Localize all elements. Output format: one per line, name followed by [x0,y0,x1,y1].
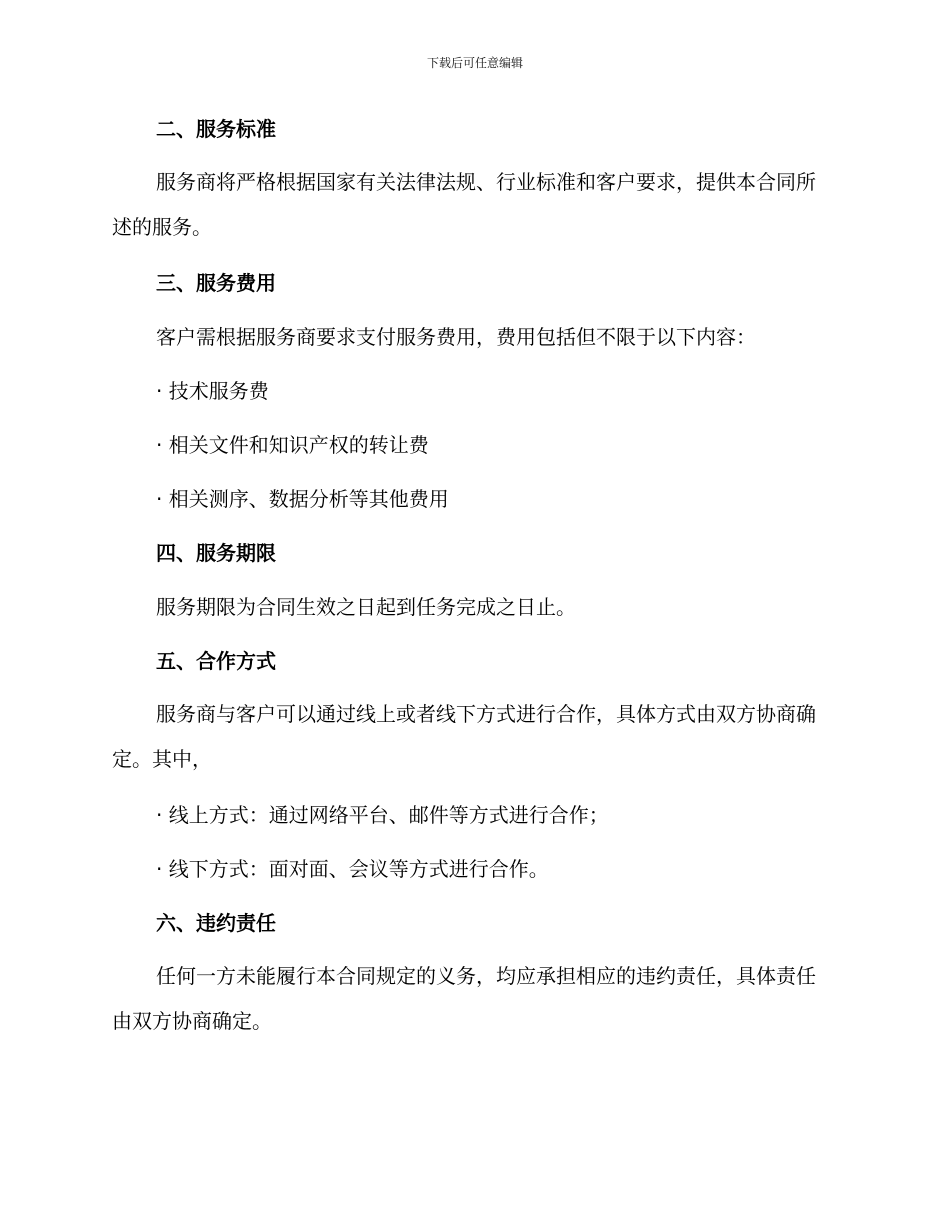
section-intro-service-fees: 客户需根据服务商要求支付服务费用，费用包括但不限于以下内容： [156,325,756,349]
list-item: · 相关文件和知识产权的转让费 [156,433,429,457]
section-heading-service-term: 四、服务期限 [156,541,276,565]
section-heading-cooperation: 五、合作方式 [156,649,276,673]
list-item: · 技术服务费 [156,379,269,403]
list-item: · 线下方式：面对面、会议等方式进行合作。 [156,857,549,881]
list-item: · 相关测序、数据分析等其他费用 [156,487,449,511]
section-paragraph-service-standard: 服务商将严格根据国家有关法律法规、行业标准和客户要求，提供本合同所述的服务。 [112,170,816,239]
section-paragraph-liability: 任何一方未能履行本合同规定的义务，均应承担相应的违约责任，具体责任由双方协商确定。 [112,964,816,1033]
section-heading-service-fees: 三、服务费用 [156,271,276,295]
section-heading-liability: 六、违约责任 [156,911,276,935]
section-text-service-term: 服务期限为合同生效之日起到任务完成之日止。 [156,595,576,619]
page-header: 下载后可任意编辑 [426,56,523,70]
section-paragraph-cooperation: 服务商与客户可以通过线上或者线下方式进行合作，具体方式由双方协商确定。其中， [112,702,816,771]
list-item: · 线上方式：通过网络平台、邮件等方式进行合作； [156,803,609,827]
section-heading-service-standard: 二、服务标准 [156,117,276,141]
